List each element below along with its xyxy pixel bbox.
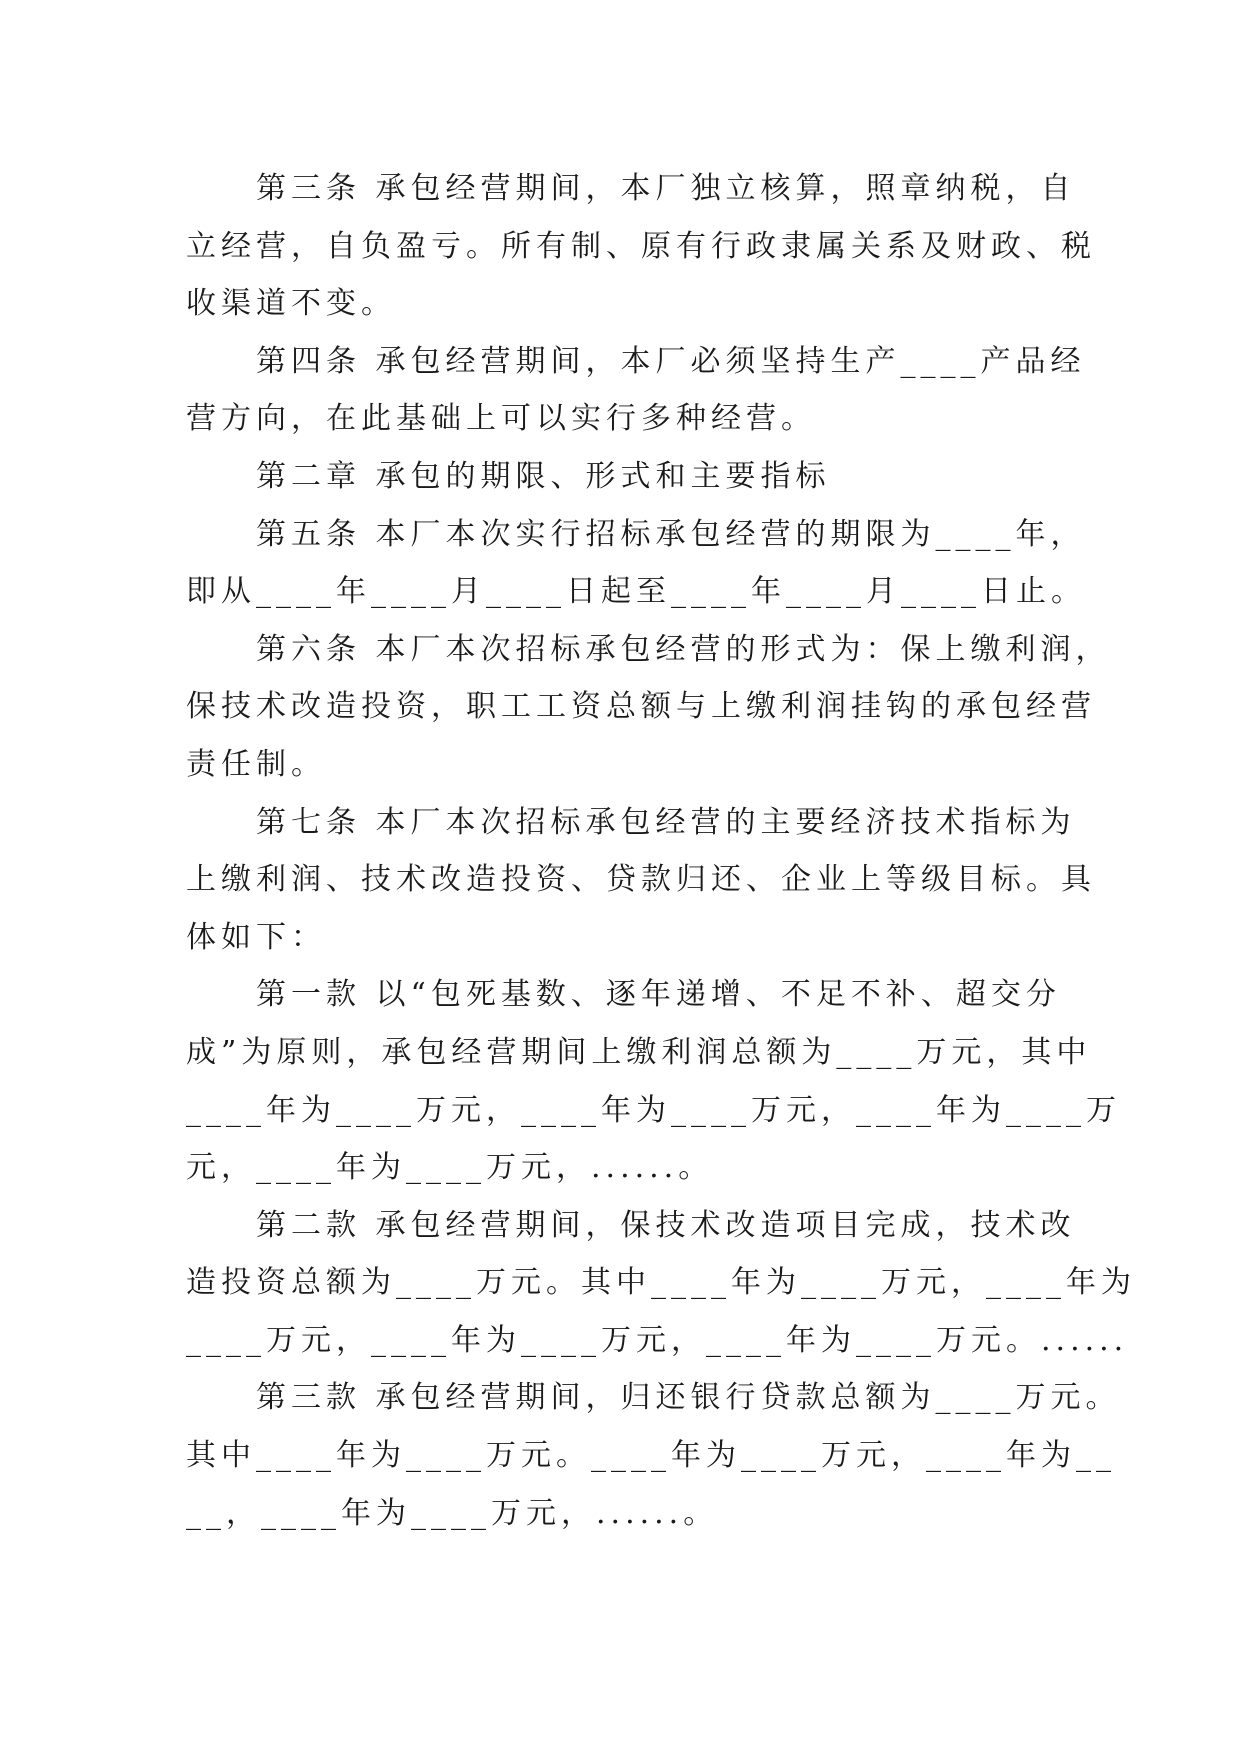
- text-line: 第五条 本厂本次实行招标承包经营的期限为____年，: [256, 516, 1086, 552]
- text-line: 其中____年为____万元。____年为____万元，____年为__: [186, 1438, 1116, 1474]
- text-line: 造投资总额为____万元。其中____年为____万元，____年为: [186, 1265, 1136, 1301]
- text-line: 责任制。: [186, 746, 326, 782]
- text-line: 营方向，在此基础上可以实行多种经营。: [186, 401, 816, 437]
- text-line: 立经营，自负盈亏。所有制、原有行政隶属关系及财政、税: [186, 228, 1096, 264]
- text-line: 第二款 承包经营期间，保技术改造项目完成，技术改: [256, 1207, 1076, 1243]
- text-line: 成”为原则，承包经营期间上缴利润总额为____万元，其中: [186, 1034, 1092, 1070]
- text-line: ____万元，____年为____万元，____年为____万元。......: [186, 1322, 1129, 1358]
- text-line: __，____年为____万元，......。: [186, 1495, 719, 1531]
- text-line: 第一款 以“包死基数、逐年递增、不足不补、超交分: [256, 977, 1061, 1013]
- text-line: 第六条 本厂本次招标承包经营的形式为：保上缴利润，: [256, 631, 1111, 667]
- text-line: 体如下：: [186, 919, 326, 955]
- text-line: ____年为____万元，____年为____万元，____年为____万: [186, 1092, 1121, 1128]
- document-body: [186, 160, 1136, 1542]
- text-line: 第七条 本厂本次招标承包经营的主要经济技术指标为: [256, 804, 1076, 840]
- text-line: 第三款 承包经营期间，归还银行贷款总额为____万元。: [256, 1380, 1121, 1416]
- text-line: 收渠道不变。: [186, 286, 396, 322]
- text-line: 上缴利润、技术改造投资、贷款归还、企业上等级目标。具: [186, 862, 1096, 898]
- text-line: 即从____年____月____日起至____年____月____日止。: [186, 574, 1086, 610]
- text-line: 第四条 承包经营期间，本厂必须坚持生产____产品经: [256, 343, 1086, 379]
- text-line: 第三条 承包经营期间，本厂独立核算，照章纳税，自: [256, 171, 1076, 206]
- text-line: 元，____年为____万元，......。: [186, 1150, 714, 1186]
- chapter-heading: 第二章 承包的期限、形式和主要指标: [256, 458, 831, 494]
- text-line: 保技术改造投资，职工工资总额与上缴利润挂钩的承包经营: [186, 689, 1096, 725]
